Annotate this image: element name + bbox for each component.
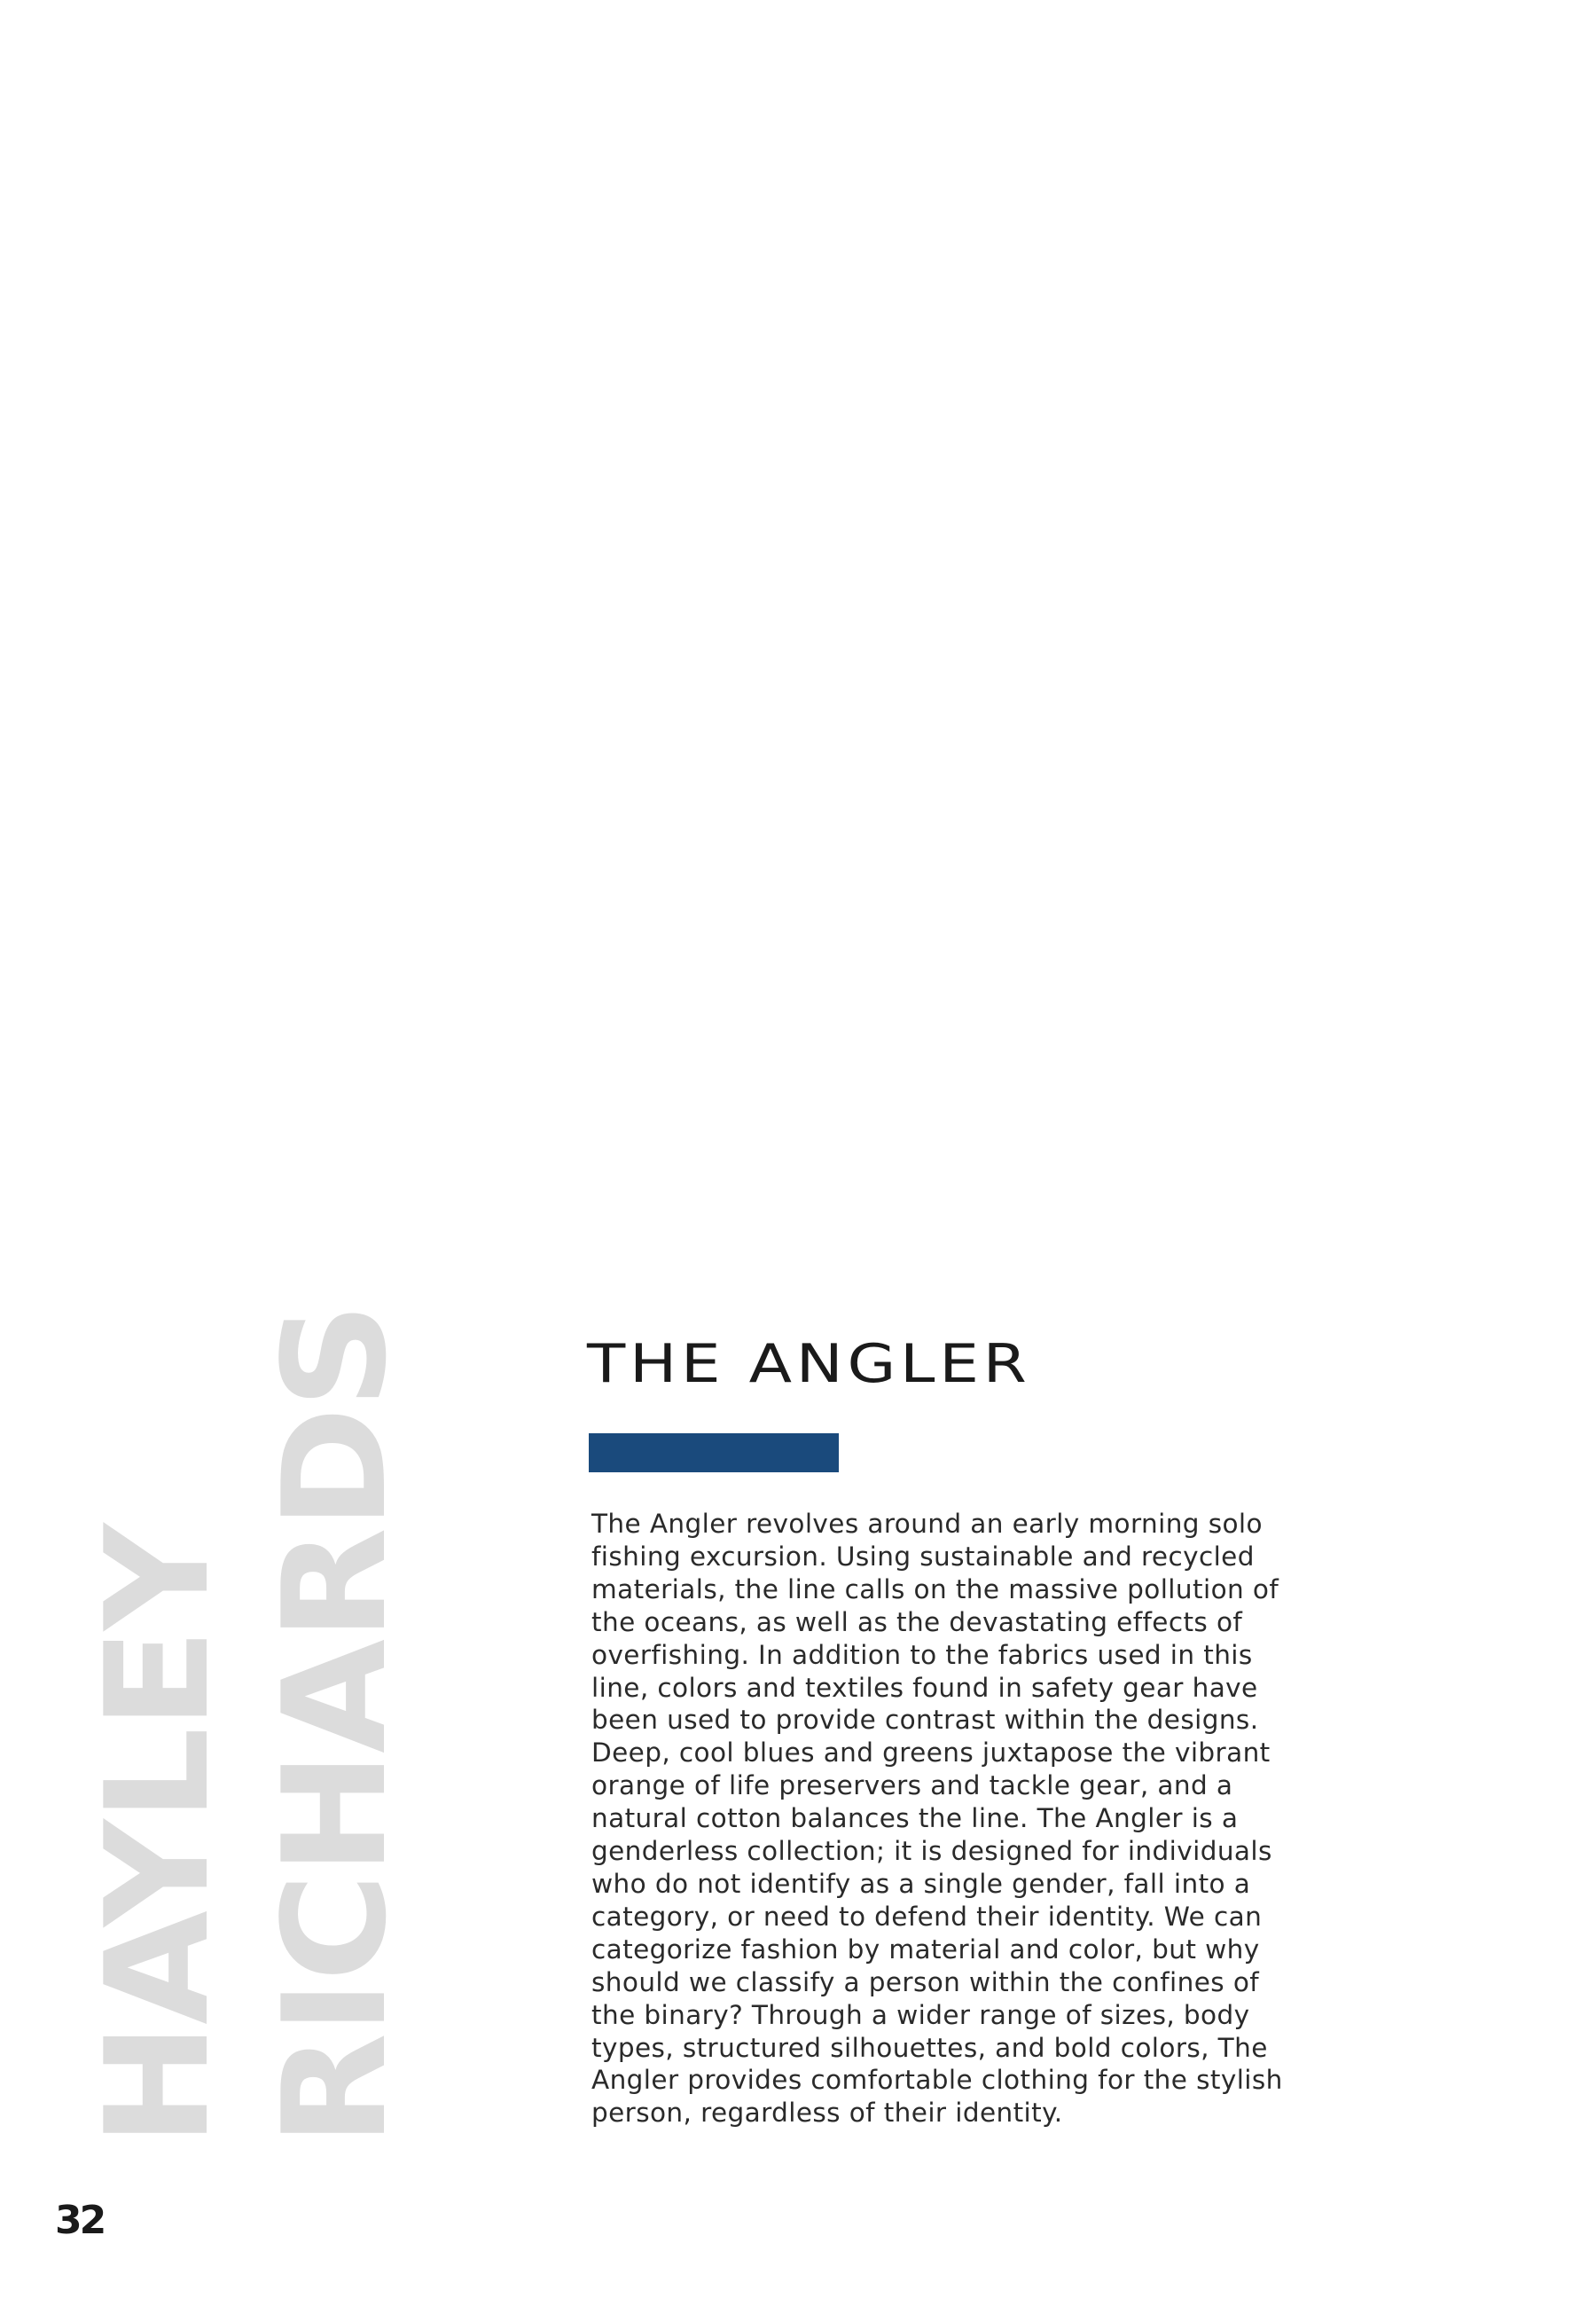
page-number: 32 [55, 2198, 105, 2243]
collection-description: The Angler revolves around an early morning solo fishing excursion. Using sustainable and recycled materials, the line calls on the massive pollution of the oceans, as well as the devastating effects of overfishing. In addition to the fabrics used in this line, colors and textiles found in safety gear have been used to provide contrast within the designs. Deep, cool blues and greens juxtapose the vibrant orange of life preservers and tackle gear, and a natural cotton balances the line. The Angler is a genderless collection; it is designed for individuals who do not identify as a single gender, fall into a category, or need to defend their identity. We can categorize fashion by material and color, but why should we classify a person within the confines of the binary? Through a wider range of sizes, body types, structured silhouettes, and bold colors, The Angler provides comfortable clothing for the stylish person, regardless of their identity. [591, 1509, 1283, 2129]
collection-title: THE ANGLER [587, 1333, 1031, 1395]
title-accent-bar [589, 1433, 839, 1472]
designer-first-name: HAYLEY [74, 1525, 240, 2146]
designer-last-name: RICHARDS [252, 1304, 418, 2146]
